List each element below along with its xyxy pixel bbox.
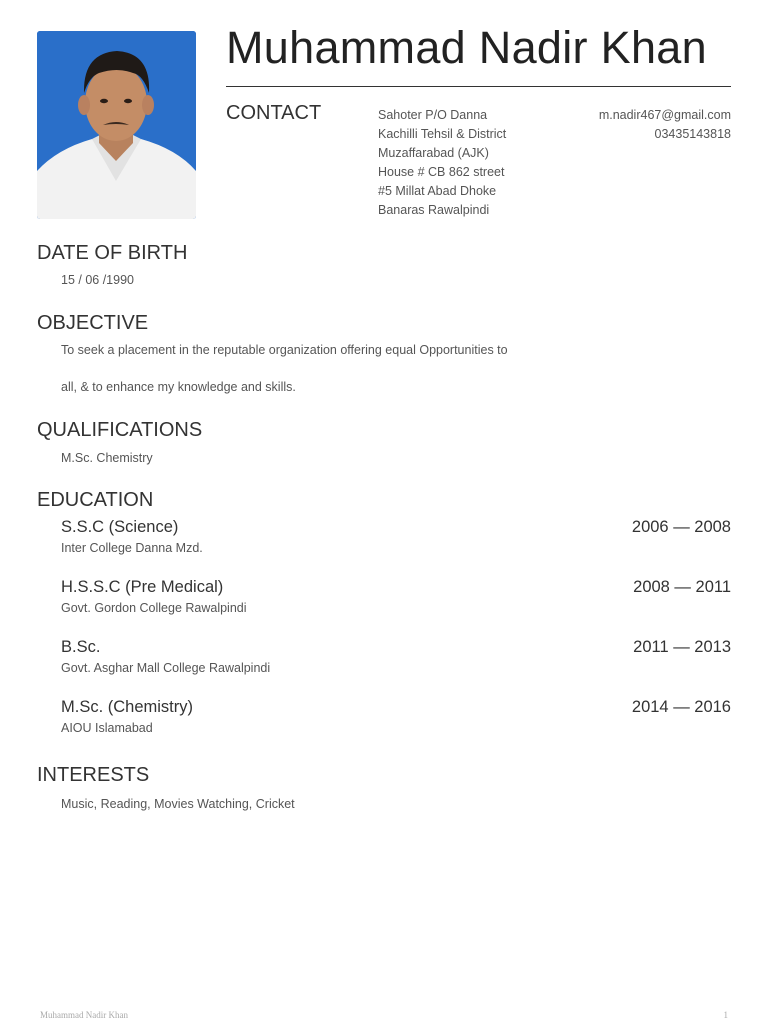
section-interests xyxy=(37,763,731,813)
education-school: Govt. Gordon College Rawalpindi xyxy=(61,601,247,615)
section-heading: OBJECTIVE xyxy=(37,312,149,334)
profile-photo xyxy=(37,31,196,219)
objective-line: all, & to enhance my knowledge and skills. xyxy=(61,380,296,394)
date-of-birth-value: 15 / 06 /1990 xyxy=(61,273,134,287)
contact-address xyxy=(378,106,506,220)
contact-email[interactable]: m.nadir467@gmail.com xyxy=(598,108,731,122)
education-years: 2008 — 2011 xyxy=(633,578,731,596)
qualifications-value: M.Sc. Chemistry xyxy=(61,451,153,465)
address-line: House # CB 862 street xyxy=(378,165,505,179)
education-item xyxy=(61,696,731,737)
section-education xyxy=(37,488,731,737)
address-line: Muzaffarabad (AJK) xyxy=(378,146,489,160)
section-heading: EDUCATION xyxy=(37,489,154,511)
education-item xyxy=(61,576,731,617)
education-title: B.Sc. xyxy=(61,638,101,656)
section-heading: INTERESTS xyxy=(37,764,150,786)
education-school: Inter College Danna Mzd. xyxy=(61,541,203,555)
education-title: M.Sc. (Chemistry) xyxy=(61,698,193,716)
contact-phone: 03435143818 xyxy=(654,127,731,141)
footer-name: Muhammad Nadir Khan xyxy=(40,1010,128,1020)
education-years: 2011 — 2013 xyxy=(633,638,731,656)
education-years: 2006 — 2008 xyxy=(631,518,731,536)
education-title: H.S.S.C (Pre Medical) xyxy=(61,578,224,596)
section-objective xyxy=(37,311,731,396)
objective-line: To seek a placement in the reputable organization offering equal Opportunities to xyxy=(61,343,508,357)
header-divider xyxy=(226,86,731,87)
education-item xyxy=(61,636,731,677)
resume-name: Muhammad Nadir Khan xyxy=(226,22,707,73)
page-number: 1 xyxy=(723,1010,728,1020)
section-heading: DATE OF BIRTH xyxy=(37,242,188,264)
address-line: Sahoter P/O Danna xyxy=(378,108,488,122)
section-qualifications xyxy=(37,418,731,467)
portrait-illustration xyxy=(37,31,196,219)
address-line: Banaras Rawalpindi xyxy=(378,203,490,217)
education-school: AIOU Islamabad xyxy=(61,721,153,735)
contact-heading: CONTACT xyxy=(226,102,322,124)
education-years: 2014 — 2016 xyxy=(631,698,731,716)
section-date-of-birth xyxy=(37,241,731,289)
education-school: Govt. Asghar Mall College Rawalpindi xyxy=(61,661,271,675)
address-line: Kachilli Tehsil & District xyxy=(378,127,507,141)
address-line: #5 Millat Abad Dhoke xyxy=(378,184,497,198)
interests-value: Music, Reading, Movies Watching, Cricket xyxy=(61,797,295,811)
contact-details xyxy=(599,106,731,144)
education-title: S.S.C (Science) xyxy=(61,518,179,536)
education-item xyxy=(61,516,731,557)
section-heading: QUALIFICATIONS xyxy=(37,419,203,441)
